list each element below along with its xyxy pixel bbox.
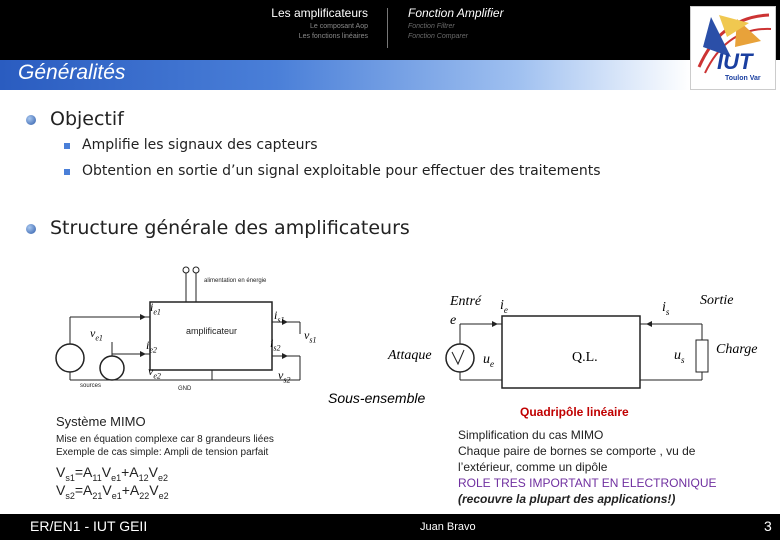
nav-composant-aop[interactable]: Le composant Aop [310, 23, 368, 30]
nav-fonction-comparer[interactable]: Fonction Comparer [408, 33, 468, 40]
nav-les-amplificateurs[interactable]: Les amplificateurs [271, 6, 368, 20]
label-ve1: $v_{e1}$ [90, 326, 103, 343]
footer-author: Juan Bravo [420, 521, 476, 533]
charge-label: Charge [716, 342, 758, 357]
label-ue: $u_e$ [483, 352, 494, 369]
section-title: Généralités [18, 61, 126, 84]
amplifier-box-label: amplificateur [186, 326, 238, 336]
header-divider [387, 8, 388, 48]
structure-heading: Structure générale des amplificateurs [50, 217, 410, 239]
label-ie2: $i_{e2}$ [146, 338, 157, 355]
power-label: alimentation en énergie [204, 278, 267, 284]
nav-fonction-filtrer[interactable]: Fonction Filtrer [408, 23, 455, 30]
label-is1: $i_{s1}$ [274, 308, 285, 325]
square-bullet-icon [64, 143, 70, 149]
bullet-icon [26, 115, 36, 125]
sources-label: sources [80, 383, 102, 389]
simplif-line-5: (recouvre la plupart des applications!) [458, 492, 676, 506]
footer-course: ER/EN1 - IUT GEII [30, 518, 148, 534]
simplif-line-3: l’extérieur, comme un dipôle [458, 460, 608, 474]
objectif-heading: Objectif [50, 108, 124, 130]
logo-text: IUT [717, 49, 753, 74]
label-is2: $i_{s2}$ [270, 336, 281, 353]
nav-fonctions-lineaires[interactable]: Les fonctions linéaires [298, 33, 368, 40]
equation-2: $V_{s2}=A_{21}V_{e1}+A_{22}V_{e2}$ [56, 482, 169, 501]
label-is: $i_s$ [662, 300, 670, 317]
ql-label: Q.L. [572, 350, 598, 365]
label-ie1: $i_{e1}$ [150, 300, 161, 317]
sortie-label: Sortie [700, 293, 734, 308]
objectif-item-1: Amplifie les signaux des capteurs [82, 137, 318, 153]
mimo-line-2: Exemple de cas simple: Ampli de tension parfait [56, 447, 269, 458]
simplif-line-1: Simplification du cas MIMO [458, 428, 604, 442]
entree-label-2: e [450, 313, 457, 328]
label-vs1: $v_{s1}$ [304, 328, 317, 345]
simplif-line-2: Chaque paire de bornes se comporte , vu de [458, 444, 696, 458]
quadripole-title: Quadripôle linéaire [520, 405, 629, 419]
label-ve2: $v_{e2}$ [148, 364, 161, 381]
logo-subtext: Toulon Var [725, 75, 761, 82]
nav-fonction-amplifier[interactable]: Fonction Amplifier [408, 6, 504, 20]
mimo-title: Système MIMO [56, 414, 146, 429]
mimo-line-1: Mise en équation complexe car 8 grandeurs liées [56, 434, 274, 445]
gnd-label: GND [178, 386, 192, 392]
simplif-line-4: ROLE TRES IMPORTANT EN ELECTRONIQUE [458, 476, 717, 490]
iut-logo [690, 6, 776, 90]
label-vs2: $v_{s2}$ [278, 368, 291, 385]
entree-label: Entré [450, 294, 482, 309]
square-bullet-icon [64, 169, 70, 175]
label-us: $u_s$ [674, 348, 685, 365]
bullet-icon [26, 224, 36, 234]
page-number: 3 [764, 518, 772, 534]
objectif-item-2: Obtention en sortie d’un signal exploitable pour effectuer des traitements [82, 163, 601, 179]
top-header-bar [0, 0, 780, 60]
attaque-label: Attaque [388, 348, 432, 363]
equation-1: $V_{s1}=A_{11}V_{e1}+A_{12}V_{e2}$ [56, 464, 168, 483]
label-ie: $i_e$ [500, 298, 508, 315]
sous-ensemble-label: Sous-ensemble [328, 390, 426, 406]
